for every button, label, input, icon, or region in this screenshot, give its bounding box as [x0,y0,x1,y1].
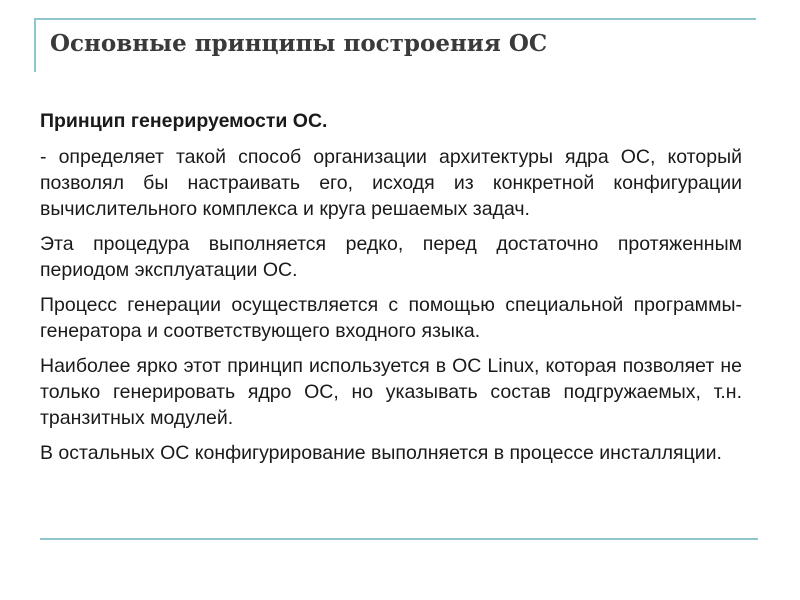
slide-title: Основные принципы построения ОС [50,30,548,57]
paragraph-linux: Наиболее ярко этот принцип используется в ОС Linux, которая позволяет не только генерировать ядро ОС, но указывать состав подгружаемых, т.н. транзитных модулей. [40,355,742,429]
slide-content [40,108,742,475]
paragraph-definition: - определяет такой способ организации архитектуры ядра ОС, который позволял бы настраивать его, исходя из конкретной конфигурации вычислительного комплекса и круга решаемых задач. [40,146,742,220]
paragraph-installation: В остальных ОС конфигурирование выполняется в процессе инсталляции. [40,442,722,464]
section-subtitle: Принцип генерируемости ОС. [40,110,328,132]
paragraph-generator: Процесс генерации осуществляется с помощью специальной программы-генератора и соответствующего входного языка. [40,294,742,342]
paragraph-frequency: Эта процедура выполняется редко, перед достаточно протяженным периодом эксплуатации ОС. [40,233,742,281]
footer-rule [40,538,758,540]
title-top-rule [34,18,756,20]
title-left-rule [34,18,36,72]
